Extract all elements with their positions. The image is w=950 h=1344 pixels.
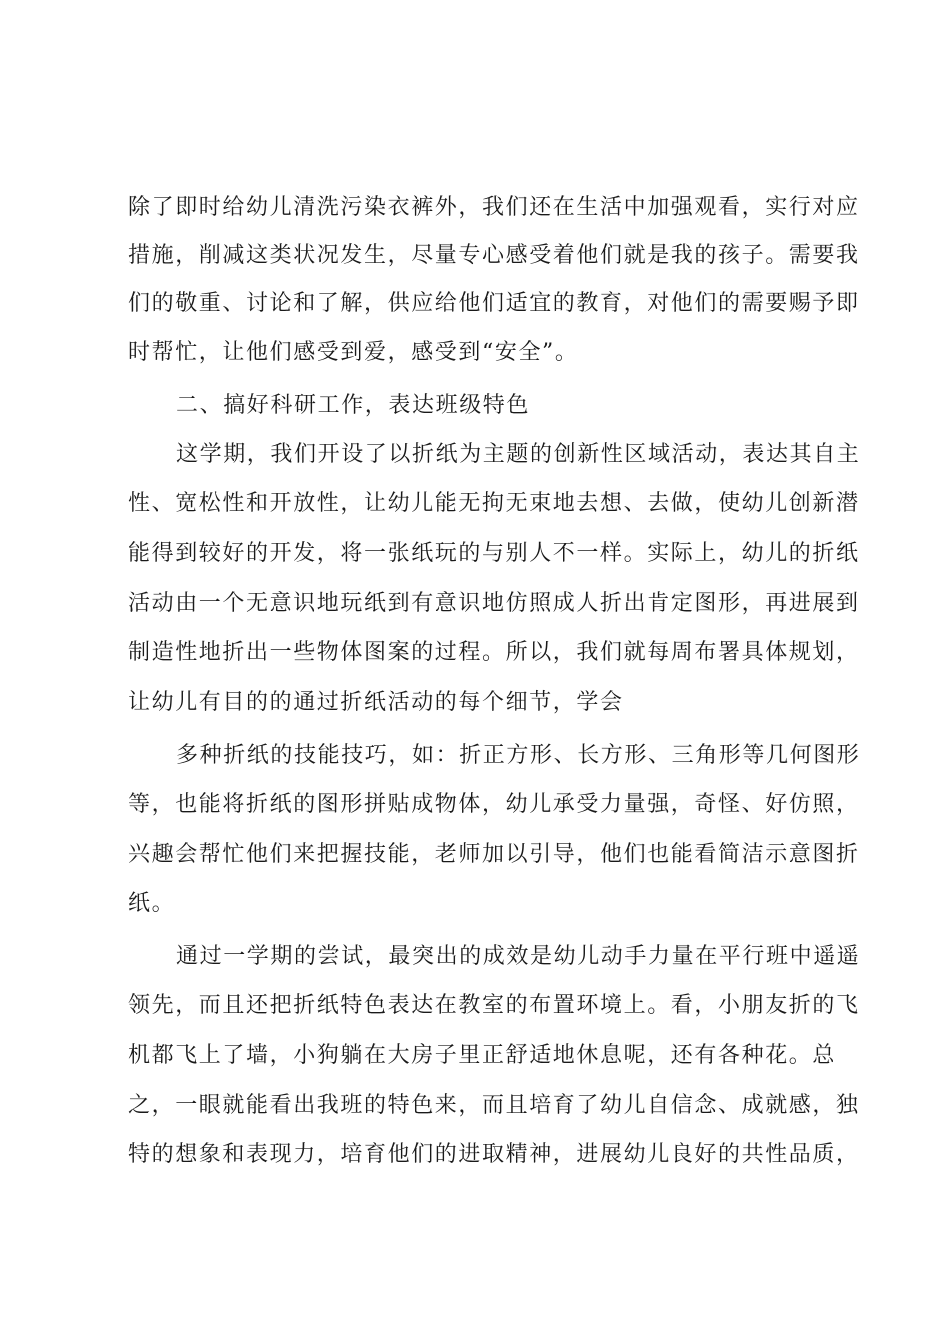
- text-line: 除了即时给幼儿清洗污染衣裤外，我们还在生活中加强观看，实行对应: [128, 195, 860, 220]
- text-line: 之，一眼就能看出我班的特色来，而且培育了幼儿自信念、成就感，独: [128, 1093, 860, 1118]
- text-line: 性、宽松性和开放性，让幼儿能无拘无束地去想、去做，使幼儿创新潜: [128, 491, 860, 516]
- section-heading: 二、搞好科研工作，表达班级特色: [176, 393, 531, 418]
- text-line: 纸。: [128, 891, 176, 916]
- text-line: 活动由一个无意识地玩纸到有意识地仿照成人折出肯定图形，再进展到: [128, 591, 860, 616]
- text-line: 特的想象和表现力，培育他们的进取精神，进展幼儿良好的共性品质，: [128, 1142, 860, 1167]
- text-line: 措施，削减这类状况发生，尽量专心感受着他们就是我的孩子。需要我: [128, 243, 860, 268]
- text-line: 多种折纸的技能技巧，如：折正方形、长方形、三角形等几何图形: [176, 743, 861, 768]
- text-line: 领先，而且还把折纸特色表达在教室的布置环境上。看，小朋友折的飞: [128, 993, 860, 1018]
- text-line: 兴趣会帮忙他们来把握技能，老师加以引导，他们也能看简洁示意图折: [128, 842, 860, 867]
- text-line: 时帮忙，让他们感受到爱，感受到“安全”。: [128, 340, 579, 365]
- text-line: 让幼儿有目的的通过折纸活动的每个细节，学会: [128, 690, 624, 715]
- text-line: 机都飞上了墙，小狗躺在大房子里正舒适地休息呢，还有各种花。总: [128, 1043, 837, 1068]
- text-line: 们的敬重、讨论和了解，供应给他们适宜的教育，对他们的需要赐予即: [128, 291, 860, 316]
- text-line: 这学期，我们开设了以折纸为主题的创新性区域活动，表达其自主: [176, 442, 861, 467]
- text-line: 通过一学期的尝试，最突出的成效是幼儿动手力量在平行班中遥遥: [176, 944, 861, 969]
- text-line: 等，也能将折纸的图形拼贴成物体，幼儿承受力量强，奇怪、好仿照，: [128, 792, 860, 817]
- text-line: 能得到较好的开发，将一张纸玩的与别人不一样。实际上，幼儿的折纸: [128, 541, 860, 566]
- text-line: 制造性地折出一些物体图案的过程。所以，我们就每周布署具体规划，: [128, 640, 860, 665]
